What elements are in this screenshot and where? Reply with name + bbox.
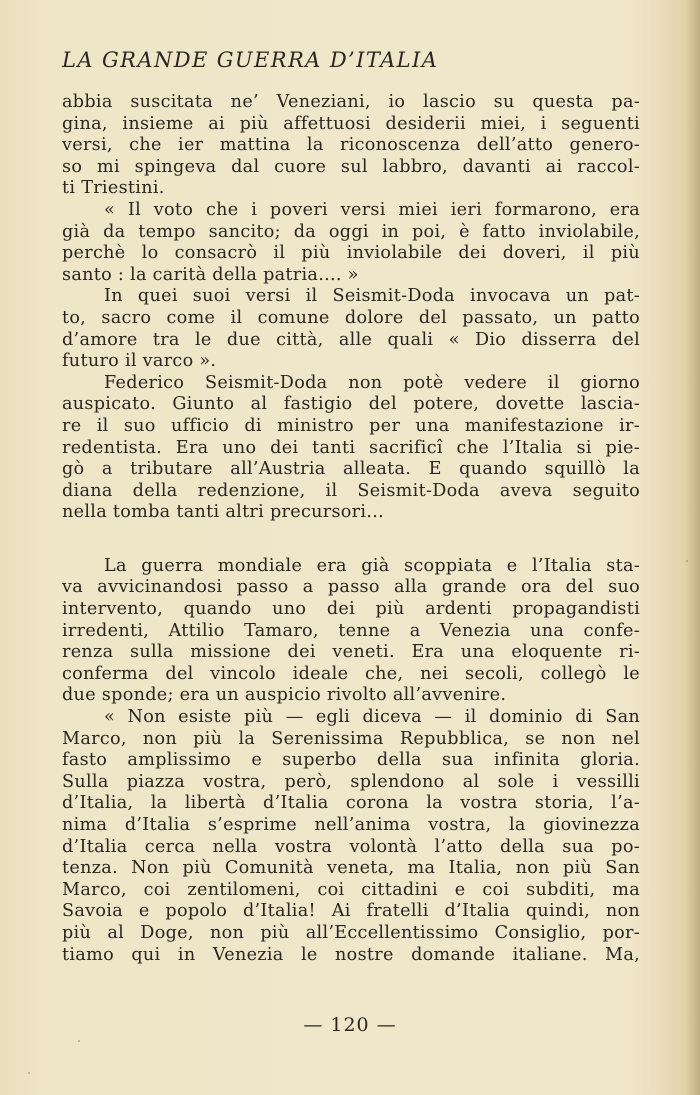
text-line: so mi spingeva dal cuore sul labbro, davanti ai raccol- xyxy=(62,156,640,177)
text-line: d’amore tra le due città, alle quali « Dio disserra del xyxy=(62,329,640,350)
text-line: versi, che ier mattina la riconoscenza dell’atto genero- xyxy=(62,135,640,156)
text-line: « Non esiste più — egli diceva — il dominio di San xyxy=(104,707,640,728)
text-line: tenza. Non più Comunità veneta, ma Italia, non più San xyxy=(62,858,640,879)
text-line: auspicato. Giunto al fastigio del potere, dovette lascia- xyxy=(62,394,640,415)
page-edge-shadow xyxy=(686,0,700,1095)
running-head: LA GRANDE GUERRA D’ITALIA xyxy=(62,48,439,72)
text-line: perchè lo consacrò il più inviolabile dei doveri, il più xyxy=(62,243,640,264)
text-line: d’Italia, la libertà d’Italia corona la vostra storia, l’a- xyxy=(62,793,640,814)
text-line: santo : la carità della patria.... » xyxy=(62,264,359,285)
body-text xyxy=(62,92,640,966)
text-line: due sponde; era un auspicio rivolto all’avvenire. xyxy=(62,685,507,706)
text-line: re il suo ufficio di ministro per una manifestazione ir- xyxy=(62,415,640,436)
section-break xyxy=(62,524,640,556)
text-line: gina, insieme ai più affettuosi desiderii miei, i seguenti xyxy=(62,113,640,134)
text-line: più al Doge, non più all’Eccellentissimo Consiglio, por- xyxy=(62,922,640,943)
text-line: abbia suscitata ne’ Veneziani, io lascio su questa pa- xyxy=(62,92,640,112)
text-line: nima d’Italia s’esprime nell’anima vostra, la giovinezza xyxy=(62,815,640,835)
text-line: renza sulla missione dei veneti. Era una eloquente ri- xyxy=(62,642,640,663)
text-line: redentista. Era uno dei tanti sacrificî che l’Italia si pie- xyxy=(62,437,640,458)
text-line: gò a tributare all’Austria alleata. E quando squillò la xyxy=(62,459,640,480)
text-line: Marco, non più la Serenissima Repubblica, se non nel xyxy=(62,728,640,749)
text-line: nella tomba tanti altri precursori... xyxy=(62,502,384,523)
text-line: irredenti, Attilio Tamaro, tenne a Venezia una confe- xyxy=(62,620,640,641)
text-line: Federico Seismit-Doda non potè vedere il giorno xyxy=(104,372,640,393)
text-line: fasto amplissimo e superbo della sua infinita gloria. xyxy=(62,750,640,771)
paper-speck xyxy=(686,560,688,562)
page-number: — 120 — xyxy=(303,1014,397,1036)
text-line: ti Triestini. xyxy=(62,178,165,199)
text-line: tiamo qui in Venezia le nostre domande italiane. Ma, xyxy=(62,944,640,965)
text-line: va avvicinandosi passo a passo alla grande ora del suo xyxy=(62,577,640,598)
text-line: Sulla piazza vostra, però, splendono al sole i vessilli xyxy=(62,771,640,792)
text-line: conferma del vincolo ideale che, nei secoli, collegò le xyxy=(62,663,640,684)
paper-speck xyxy=(78,1040,80,1042)
text-line: già da tempo sancito; da oggi in poi, è fatto inviolabile, xyxy=(62,221,640,242)
text-line: d’Italia cerca nella vostra volontà l’atto della sua po- xyxy=(62,836,640,857)
paper-speck xyxy=(28,1072,30,1074)
text-line: futuro il varco ». xyxy=(62,351,217,372)
text-line: Marco, coi zentilomeni, coi cittadini e coi subditi, ma xyxy=(62,879,640,900)
text-line: to, sacro come il comune dolore del passato, un patto xyxy=(62,307,640,328)
text-line: « Il voto che i poveri versi miei ieri formarono, era xyxy=(104,199,640,220)
text-line: La guerra mondiale era già scoppiata e l’Italia sta- xyxy=(104,555,640,576)
text-line: In quei suoi versi il Seismit-Doda invocava un pat- xyxy=(104,286,640,307)
text-line: diana della redenzione, il Seismit-Doda aveva seguito xyxy=(62,480,640,501)
text-line: Savoia e popolo d’Italia! Ai fratelli d’Italia quindi, non xyxy=(62,901,640,922)
text-line: intervento, quando uno dei più ardenti propagandisti xyxy=(62,599,640,620)
